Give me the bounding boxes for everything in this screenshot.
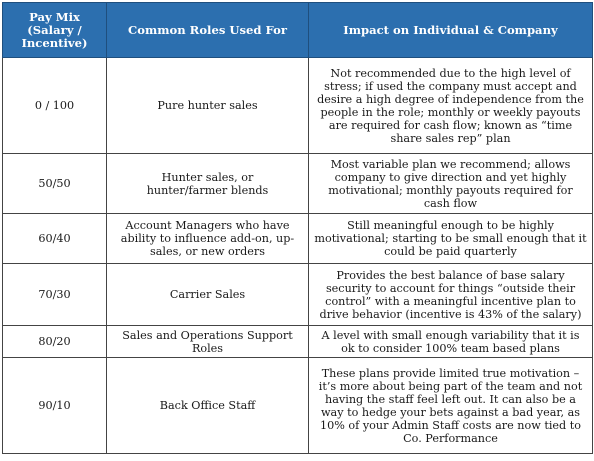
impact-cell: Provides the best balance of base salary security to account for things “outside their control” with a meaningful incentive plan to drive behavior (incentive is 43% of the salary)	[309, 264, 593, 326]
impact-cell: Not recommended due to the high level of stress; if used the company must accept and desire a high degree of independence from the people in the role; monthly or weekly payouts are required for cash flow; known as “time share sales rep” plan	[309, 58, 593, 154]
pay-mix-cell: 0 / 100	[3, 58, 107, 154]
header-impact: Impact on Individual & Company	[309, 3, 593, 58]
roles-cell: Carrier Sales	[107, 264, 309, 326]
roles-cell: Account Managers who have ability to influence add-on, up-sales, or new orders	[107, 214, 309, 264]
impact-cell: Most variable plan we recommend; allows company to give direction and yet highly motivational; monthly payouts required for cash flow	[309, 154, 593, 214]
roles-cell: Sales and Operations Support Roles	[107, 326, 309, 358]
table-row	[3, 214, 593, 264]
table-row	[3, 358, 593, 454]
header-row	[3, 3, 593, 58]
table-row	[3, 154, 593, 214]
impact-cell: Still meaningful enough to be highly motivational; starting to be small enough that it could be paid quarterly	[309, 214, 593, 264]
pay-mix-cell: 80/20	[3, 326, 107, 358]
roles-cell: Pure hunter sales	[107, 58, 309, 154]
pay-mix-cell: 60/40	[3, 214, 107, 264]
table-row	[3, 58, 593, 154]
roles-cell: Back Office Staff	[107, 358, 309, 454]
pay-mix-table-container	[2, 2, 593, 454]
header-common-roles: Common Roles Used For	[107, 3, 309, 58]
pay-mix-cell: 90/10	[3, 358, 107, 454]
roles-cell: Hunter sales, or hunter/farmer blends	[107, 154, 309, 214]
pay-mix-cell: 50/50	[3, 154, 107, 214]
table-row	[3, 326, 593, 358]
header-pay-mix: Pay Mix (Salary / Incentive)	[3, 3, 107, 58]
table-row	[3, 264, 593, 326]
pay-mix-table	[2, 2, 593, 454]
impact-cell: These plans provide limited true motivation – it’s more about being part of the team and not having the staff feel left out. It can also be a way to hedge your bets against a bad year, as 10% of your Admin Staff costs are now tied to Co. Performance	[309, 358, 593, 454]
pay-mix-cell: 70/30	[3, 264, 107, 326]
impact-cell: A level with small enough variability that it is ok to consider 100% team based plans	[309, 326, 593, 358]
